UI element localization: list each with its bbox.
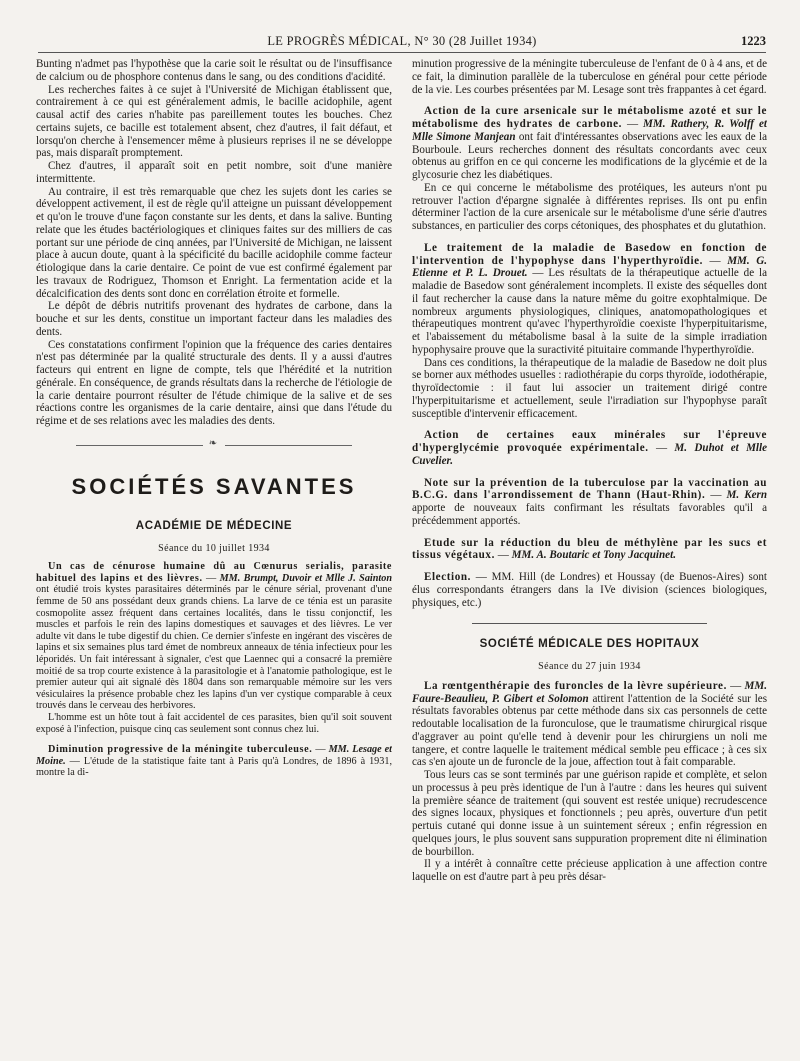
journal-title: LE PROGRÈS MÉDICAL, N° 30 (28 Juillet 1934) <box>267 34 537 48</box>
article-text: attirent l'attention de la Société sur les résultats favorables obtenus par cette méthode dans six cas personnels de cette redoutable localisation de la furonculose, que le traumatisme chirurgical risque d'aggraver au point qu'elle tend à devenir pour les chirurgiens un noli me tangere, et contre laquelle le traitement médical semble peu efficace ; à ces six cas s'en ajoute un de furoncle de la joue, affection tout à fait comparable. <box>412 692 767 769</box>
article-entry: Etude sur la réduction du bleu de méthylène par les sucs et tissus végétaux. — MM. A. Boutaric et Tony Jacquinet. <box>412 536 767 562</box>
paragraph: Il y a intérêt à connaître cette précieuse application à une affection contre laquelle on est d'autre part à peu près désar- <box>412 858 767 883</box>
paragraph: Chez d'autres, il apparaît soit en petit nombre, soit d'une manière intermittente. <box>36 160 392 185</box>
article-entry: Diminution progressive de la méningite tuberculeuse. — MM. Lesage et Moine. — L'étude de la statistique faite tant à Paris qu'à Londres, de 1896 à 1931, montre la di- <box>36 744 392 779</box>
article-title: Action de la cure arsenicale sur le métabolisme azoté et sur le métabolisme des hydrates de carbone. <box>412 105 767 130</box>
article-entry: Election. — MM. Hill (de Londres) et Houssay (de Buenos-Aires) sont élus correspondants étrangers dans la IVe division (sciences biologiques, physiques, etc.) <box>412 571 767 609</box>
article-title: Note sur la prévention de la tuberculose par la vaccination au B.C.G. dans l'arrondissement de Thann (Haut-Rhin). <box>412 476 767 502</box>
article-title: Le traitement de la maladie de Basedow en fonction de l'intervention de l'hypophyse dans l'hyperthyroïdie. <box>412 241 767 267</box>
article-title: Diminution progressive de la méningite tuberculeuse. <box>48 744 313 756</box>
article-authors: MM. Rathery, R. Wolff et Mlle Simone Manjean <box>412 118 767 143</box>
paragraph: Le dépôt de débris nutritifs provenant des hydrates de carbone, dans la bouche et sur les dents, constitue un important facteur dans les maladies des dents. <box>36 300 392 338</box>
article-title: Action de certaines eaux minérales sur l'épreuve d'hyperglycémie provoquée expérimentale. <box>412 429 767 454</box>
academy-heading: ACADÉMIE DE MÉDECINE <box>135 519 293 532</box>
article-title: Un cas de cénurose humaine dû au Cœnurus serialis, parasite habituel des lapins et des lièvres. <box>36 561 392 584</box>
paragraph: Les recherches faites à ce sujet à l'Université de Michigan établissent que, contrairement à ce qui est généralement admis, le bacille acidophile, agent causal actif des caries n'habite pas pareillement toutes les bouches. Chez certains sujets, ce bacille est totalement absent, chez d'autres, il fait défaut, et lorsqu'on cherche à l'ensemencer même à plusieurs reprises il ne se développe pas, mais disparaît promptement. <box>36 83 392 160</box>
running-header <box>38 30 766 53</box>
article-text: L'étude de la statistique faite tant à Paris qu'à Londres, de 1896 à 1931, montre la di- <box>36 755 392 779</box>
session-date: Séance du 27 juin 1934 <box>538 661 641 672</box>
article-authors: MM. G. Etienne et P. L. Drouet. <box>412 254 767 280</box>
article-entry: Un cas de cénurose humaine dû au Cœnurus serialis, parasite habituel des lapins et des lièvres. — MM. Brumpt, Duvoir et Mlle J. Sainton ont étudié trois kystes parasitaires déterminés par le cénure sérial, provenant d'une femme de 50 ans possédant deux grands chiens. La larve de ce ténia est un parasite cosmopolite assez fréquent dans certaines localités, dans le tissu conjonctif, les muscles et parfois le rein des lapins domestiques et sauvages et des lièvres. Le ver adulte vit dans le tube digestif du chien. Ce dernier s'infeste en ingérant des viscères de lapins et six semaines plus tard émet de nombreux anneaux de ténia infectieux pour les léporidés. Un fait intéressant à signaler, c'est que Laennec qui a consacré la première moitié de sa trop courte existence à la parasitologie et à l'anatomie pathologique, est le premier auteur qui ait signalé dès 1804 dans son remarquable mémoire sur les vers vésiculaires la présence probable chez les lapins d'un ver cystique comparable à ceux trouvés dans le cerveau des herbivores. <box>36 561 392 712</box>
article-authors: MM. Lesage et Moine. <box>36 744 392 767</box>
paragraph: minution progressive de la méningite tuberculeuse de l'enfant de 0 à 4 ans, et de ce fait, la diminution parallèle de la tuberculose en général pour cette période de la vie. Les courbes présentées par M. Lesage sont très frappantes à cet égard. <box>412 58 767 96</box>
article-authors: MM. A. Boutaric et Tony Jacquinet. <box>511 549 676 562</box>
paragraph: Au contraire, il est très remarquable que chez les sujets dont les caries se développent activement, il est de règle qu'il atteigne un puissant développement et qu'on le trouve d'une façon constante sur les dents, et dans la salive. Bunting relate que les études bactériologiques et cliniques faites sur des milliers de cas portant sur une période de cinq années, par l'Université de Michigan, ne laissent place à aucun doute, quant à la spécificité du bacille acidophile comme facteur étiologique dans la carie dentaire. Ce point de vue est confirmé également par les travaux de Rodriguez, Thomson et Enright. La fermentation acide et la décalcification des dents sont donc en corrélation étroite et formelle. <box>36 185 392 300</box>
section-title: SOCIÉTÉS SAVANTES <box>71 473 357 499</box>
article-entry: Note sur la prévention de la tuberculose par la vaccination au B.C.G. dans l'arrondissement de Thann (Haut-Rhin). — M. Kern apporte de nouveaux faits confirmant les résultats favorables qu'il a précédemment apportés. <box>412 476 767 527</box>
article-text: MM. Hill (de Londres) et Houssay (de Buenos-Aires) sont élus correspondants étrangers dans la IVe division (sciences biologiques, physiques, etc.) <box>412 571 767 609</box>
paragraph: Ces constatations confirment l'opinion que la fréquence des caries dentaires n'est pas déterminée par la qualité structurale des dents. Il y a aussi d'autres facteurs qui entrent en ligne de compte, tels que l'hérédité et la nutrition générale. En conséquence, de grands résultats dans la recherche de l'étiologie de la carie dentaire pourront résulter de l'étude chimique de la salive et de ses réactions contre les organismes de la carie dentaire, ainsi que dans l'étude du régime et de ses relations avec les maladies des dents. <box>36 338 392 427</box>
right-column <box>412 58 767 1051</box>
paragraph: Tous leurs cas se sont terminés par une guérison rapide et complète, et selon un processus à peu près identique de l'un à l'autre : dans les heures qui suivent la première séance de traitement (qui souvent est restée unique) recrudescence des signes locaux, physiques et fonctionnels ; peu après, ouverture d'un petit pertuis cutané qui donne issue à un suintement séreux ; enfin régression en quelques jours, le plus souvent sans suppuration proprement dite ni élimination de bourbillon. <box>412 769 767 858</box>
article-entry: Le traitement de la maladie de Basedow en fonction de l'intervention de l'hypophyse dans l'hyperthyroïdie. — MM. G. Etienne et P. L. Drouet. — Les résultats de la thérapeutique actuelle de la maladie de Basedow sont généralement incomplets. Il existe des séquelles dont il faut rechercher la cause dans la nature même du goitre exophtalmique. De nombreux arguments physiologiques, cliniques, anatomopathologiques et thérapeutiques montrent qu'avec l'hyperthyroïdie coexiste l'hyperpituitarisme, et l'abaissement du métabolisme basal à la suite de la simple irradiation hypophysaire prouve que la suractivité pituitaire commande l'hyperthyroïdie. <box>412 241 767 356</box>
article-text: ont étudié trois kystes parasitaires déterminés par le cénure sérial, provenant d'une femme de 50 ans possédant deux grands chiens. La larve de ce ténia est un parasite cosmopolite assez fréquent dans certaines localités, dans le tissu conjonctif, les muscles et parfois le rein des lapins domestiques et sauvages et des lièvres. Le ver adulte vit dans le tube digestif du chien. Ce dernier s'infeste en ingérant des viscères de lapins et six semaines plus tard émet de nombreux anneaux de ténia infectieux pour les léporidés. Un fait intéressant à signaler, c'est que Laennec qui a consacré la première moitié de sa trop courte existence à la parasitologie et à l'anatomie pathologique, est le premier auteur qui ait signalé dès 1804 dans son remarquable mémoire sur les vers vésiculaires la présence probable chez les lapins d'un ver cystique comparable à ceux trouvés dans le cerveau des herbivores. <box>36 584 392 712</box>
article-authors: M. Duhot et Mlle Cuvelier. <box>412 442 767 467</box>
paragraph: L'homme est un hôte tout à fait accidentel de ces parasites, bien qu'il soit souvent exposé à l'infection, puisque cinq cas seulement sont connus chez lui. <box>36 711 392 735</box>
ornament-divider <box>36 438 392 452</box>
session-date: Séance du 10 juillet 1934 <box>158 542 270 554</box>
article-entry: La rœntgenthérapie des furoncles de la lèvre supérieure. — MM. Faure-Beaulieu, P. Gibert et Solomon attirent l'attention de la Société sur les résultats favorables obtenus par cette méthode dans six cas personnels de cette redoutable localisation de la furonculose, que le traumatisme chirurgical risque d'aggraver au point qu'elle tend à devenir pour les chirurgiens un noli me tangere, et contre laquelle le traitement médical semble peu efficace ; à ces six cas s'en ajoute un de furoncle de la joue, affection tout à fait comparable. <box>412 679 767 769</box>
article-entry: Action de la cure arsenicale sur le métabolisme azoté et sur le métabolisme des hydrates de carbone. — MM. Rathery, R. Wolff et Mlle Simone Manjean ont fait d'intéressantes observations avec les eaux de la Bourboule. Leurs recherches donnent des résultats concordants avec ceux obtenus au griffon en ce qui concerne les modifications de la glycémie et de la glycosurie chez les diabétiques. <box>412 105 767 181</box>
article-title: Etude sur la réduction du bleu de méthylène par les sucs et tissus végétaux. <box>412 536 767 562</box>
article-text: ont fait d'intéressantes observations avec les eaux de la Bourboule. Leurs recherches donnent des résultats concordants avec ceux obtenus au griffon en ce qui concerne les modifications de la glycémie et de la glycosurie chez les diabétiques. <box>412 130 767 181</box>
page-number: 1223 <box>741 34 766 48</box>
article-text: Les résultats de la thérapeutique actuelle de la maladie de Basedow sont généralement incomplets. Il existe des séquelles dont il faut rechercher la cause dans la nature même du goitre exophtalmique. De nombreux arguments physiologiques, cliniques, anatomopathologiques et thérapeutiques montrent qu'avec l'hyperthyroïdie coexiste l'hyperpituitarisme, et l'abaissement du métabolisme basal à la suite de la simple irradiation hypophysaire prouve que la suractivité pituitaire commande l'hyperthyroïdie. <box>412 267 767 356</box>
article-text: apporte de nouveaux faits confirmant les résultats favorables qu'il a précédemment apportés. <box>412 502 767 527</box>
hospital-heading: SOCIÉTÉ MÉDICALE DES HOPITAUX <box>479 638 700 651</box>
article-authors: M. Kern <box>726 489 767 502</box>
article-authors: MM. Faure-Beaulieu, P. Gibert et Solomon <box>412 679 767 705</box>
section-divider <box>472 623 707 624</box>
article-title: La rœntgenthérapie des furoncles de la lèvre supérieure. <box>424 679 727 692</box>
article-title: Election. <box>424 571 471 583</box>
paragraph: Dans ces conditions, la thérapeutique de la maladie de Basedow ne doit plus se borner aux méthodes usuelles : radiothérapie du corps thyroïde, iodothérapie, thyroïdectomie : il faut lui associer un traitement dirigé contre l'hyperpituitarisme et actuellement, seule l'irradiation sur l'hypophyse paraît susceptible d'intervenir efficacement. <box>412 356 767 420</box>
left-column <box>36 58 392 1051</box>
paragraph: Bunting n'admet pas l'hypothèse que la carie soit le résultat ou de l'insuffisance de calcium ou de phosphore contenus dans le sang, ou des conditions d'acidité. <box>36 58 392 83</box>
fleuron-icon: ❧ <box>203 438 225 449</box>
article-authors: MM. Brumpt, Duvoir et Mlle J. Sainton <box>219 572 392 584</box>
paragraph: En ce qui concerne le métabolisme des protéiques, les auteurs n'ont pu retrouver l'action d'épargne signalée à différentes reprises. Ils ont pu enfin déterminer l'action de la cure arsenicale sur le métabolisme d'une série d'autres substances, en particulier des corps cétoniques, des phosphates et du glutathion. <box>412 181 767 232</box>
article-entry: Action de certaines eaux minérales sur l'épreuve d'hyperglycémie provoquée expérimentale. — M. Duhot et Mlle Cuvelier. <box>412 429 767 467</box>
